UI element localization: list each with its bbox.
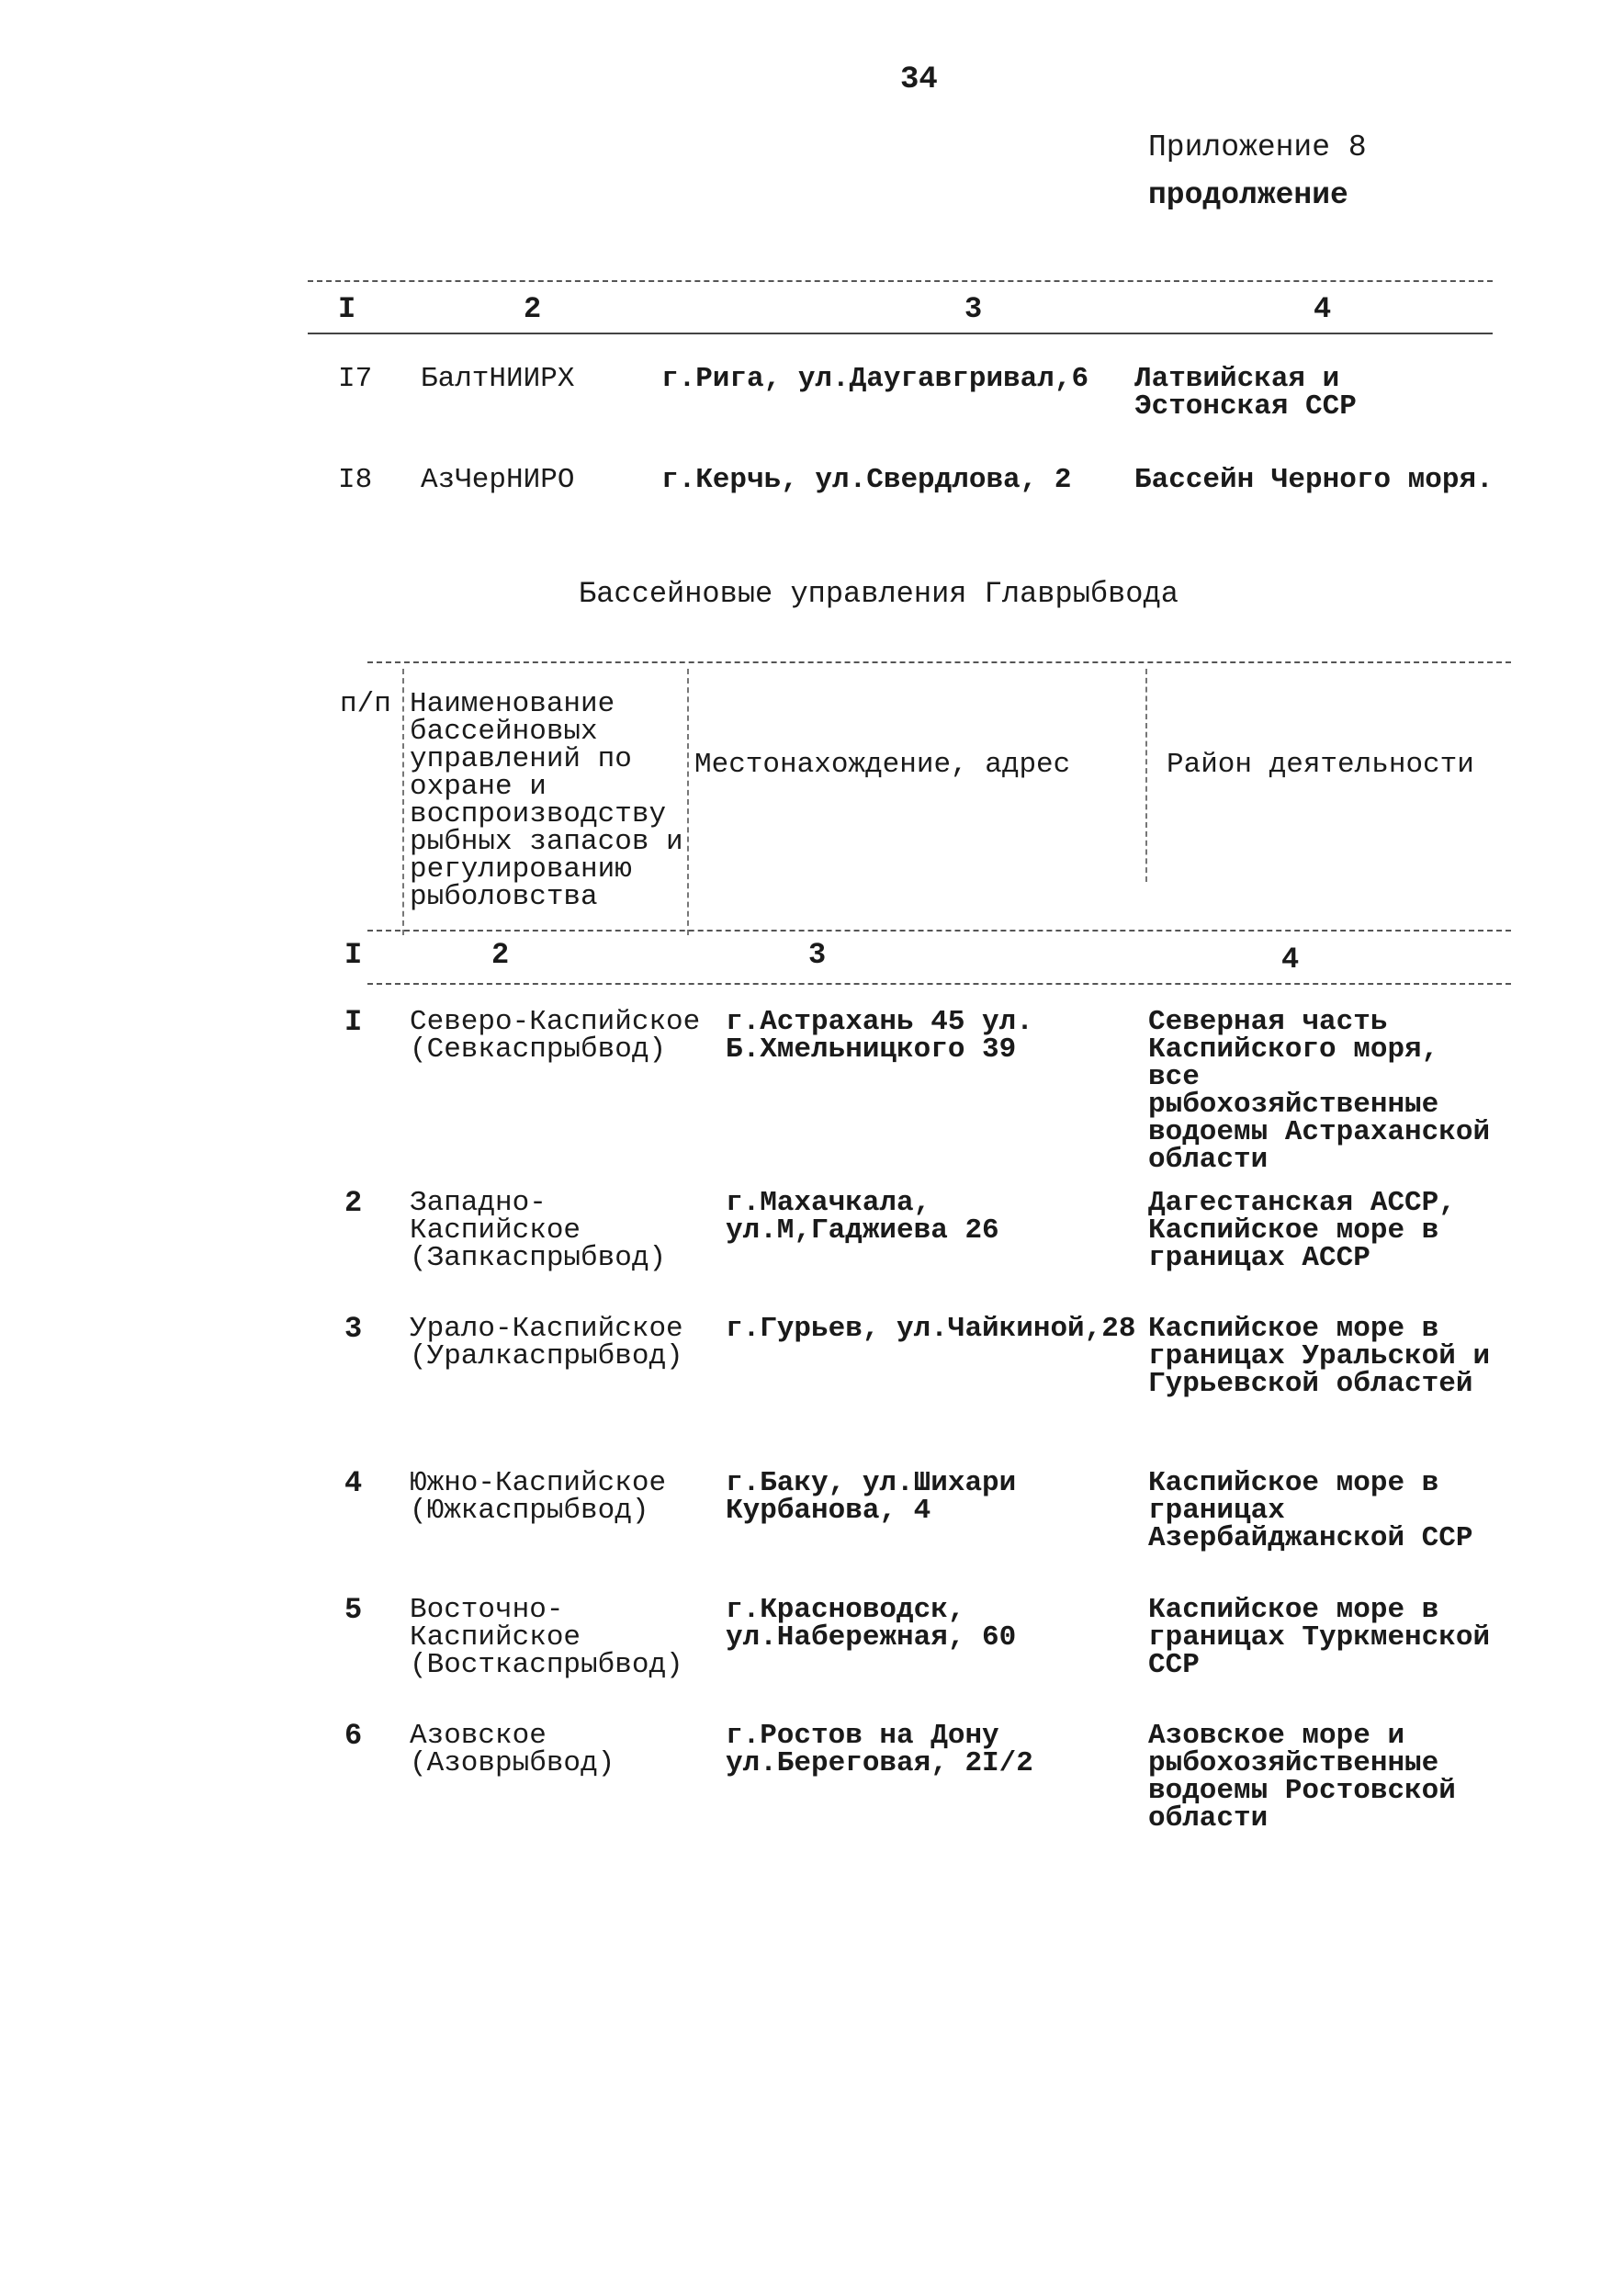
table1-row-name: АзЧерНИРО: [421, 464, 575, 496]
table2-colnum-1: I: [344, 938, 363, 972]
appendix-heading: [1148, 124, 1367, 220]
table2-header-num: п/п: [340, 688, 391, 720]
table2-divider-3: [1145, 669, 1147, 882]
table1-header-col3: 3: [964, 292, 983, 326]
table2-row-address: г.Гурьев, ул.Чайкиной,28: [726, 1313, 1136, 1345]
table1-row-address: г.Рига, ул.Даугавгривал,6: [661, 363, 1089, 395]
table2-header-address: Местонахождение, адрес: [694, 749, 1071, 781]
table2-colnum-3: 3: [808, 938, 827, 972]
table2-row-area: Каспийское море в границах Уральской и Гурьевской областей: [1148, 1313, 1491, 1400]
table1-row-name: БалтНИИРХ: [421, 363, 575, 395]
table1-row-address: г.Керчь, ул.Свердлова, 2: [661, 464, 1072, 496]
table2-row-name: Восточно-Каспийское (Восткаспрыбвод): [410, 1594, 683, 1681]
table1-row-num: I7: [338, 363, 373, 395]
table2-row-num: 5: [344, 1593, 363, 1627]
table2-row-address: г.Махачкала, ул.М,Гаджиева 26: [726, 1187, 999, 1247]
page-number: 34: [900, 62, 938, 97]
table2-divider-1: [402, 669, 404, 935]
table2-top-rule: [367, 661, 1511, 663]
table2-row-address: г.Красноводск, ул.Набережная, 60: [726, 1594, 1017, 1654]
table2-row-name: Западно-Каспийское (Запкаспрыбвод): [410, 1187, 667, 1274]
table2-colnum-2: 2: [491, 938, 510, 972]
table2-numbers-rule: [367, 983, 1511, 985]
table2-row-address: г.Баку, ул.Шихари Курбанова, 4: [726, 1467, 1017, 1527]
section-title: Бассейновые управления Главрыбвода: [579, 577, 1179, 611]
table2-divider-2: [687, 669, 689, 935]
table1-row-area: Бассейн Черного моря.: [1134, 464, 1494, 496]
table2-row-area: Азовское море и рыбохозяйственные водоемы Ростовской области: [1148, 1720, 1456, 1835]
appendix-continuation: продолжение: [1148, 178, 1348, 212]
table1-row-num: I8: [338, 464, 373, 496]
table2-row-num: I: [344, 1005, 363, 1039]
table2-row-num: 4: [344, 1466, 363, 1500]
table1-header-col2: 2: [524, 292, 542, 326]
table2-row-address: г.Астрахань 45 ул. Б.Хмельницкого 39: [726, 1006, 1033, 1066]
table2-row-name: Урало-Каспийское (Уралкаспрыбвод): [410, 1313, 683, 1372]
table2-colnum-4: 4: [1281, 943, 1300, 977]
table1-top-rule: [308, 280, 1493, 282]
table1-row-area: Латвийская и Эстонская ССР: [1134, 363, 1357, 423]
table1-header-col4: 4: [1314, 292, 1332, 326]
table2-row-area: Каспийское море в границах Азербайджанской ССР: [1148, 1467, 1473, 1554]
table1-header-col1: I: [338, 292, 356, 326]
table2-row-area: Северная часть Каспийского моря, все рыбохозяйственные водоемы Астраханской области: [1148, 1006, 1491, 1176]
table2-row-name: Азовское (Азоврыбвод): [410, 1720, 615, 1779]
table1-header-rule: [308, 333, 1493, 334]
table2-row-name: Южно-Каспийское (Южкаспрыбвод): [410, 1467, 667, 1527]
table2-row-area: Каспийское море в границах Туркменской ССР: [1148, 1594, 1491, 1681]
table2-header-name: Наименование бассейновых управлений по охране и воспроизводству рыбных запасов и регулированию рыболовства: [410, 688, 683, 913]
table2-row-num: 2: [344, 1186, 363, 1220]
table2-row-area: Дагестанская АССР, Каспийское море в границах АССР: [1148, 1187, 1456, 1274]
appendix-label: Приложение 8: [1148, 130, 1367, 164]
table2-row-num: 6: [344, 1719, 363, 1753]
table2-row-address: г.Ростов на Дону ул.Береговая, 2I/2: [726, 1720, 1033, 1779]
table2-row-num: 3: [344, 1312, 363, 1346]
table2-header-rule: [367, 930, 1511, 932]
table2-header-area: Район деятельности: [1167, 749, 1474, 781]
table2-row-name: Северо-Каспийское (Севкаспрыбвод): [410, 1006, 701, 1066]
